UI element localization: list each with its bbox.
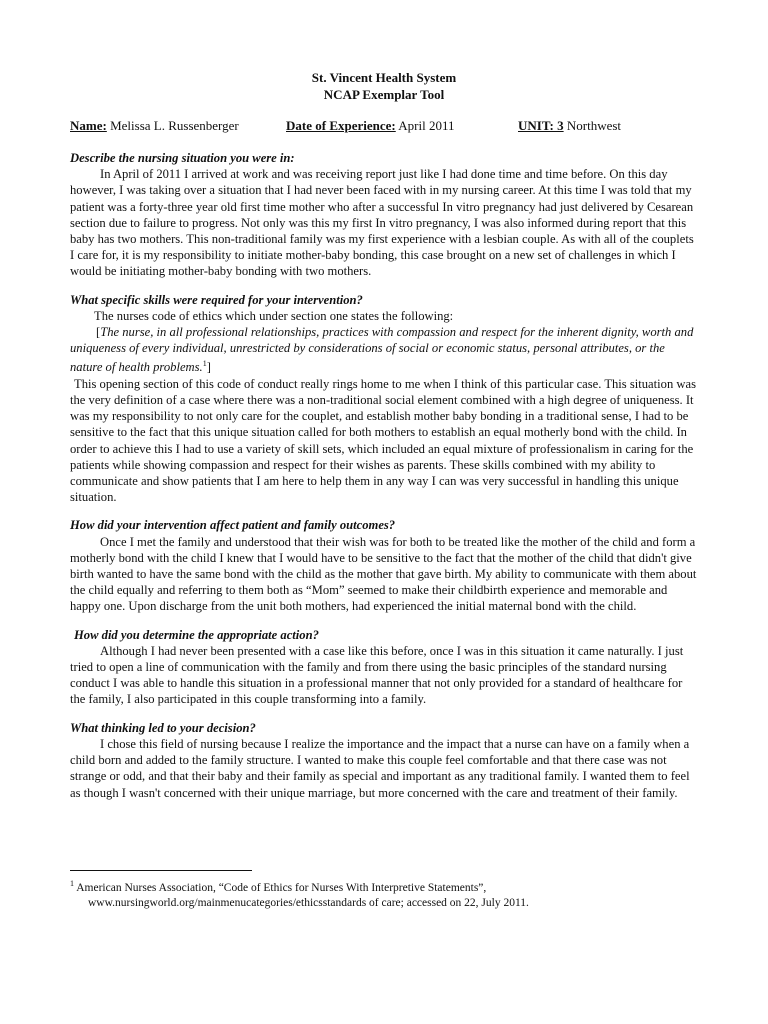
date-value: April 2011 — [398, 118, 455, 133]
name-field — [70, 118, 239, 133]
section-skills — [70, 292, 700, 506]
unit-label: UNIT: 3 — [518, 118, 564, 133]
org-title: St. Vincent Health System — [311, 70, 457, 85]
ethics-quote — [70, 324, 700, 376]
footnote-url: www.nursingworld.org/mainmenucategories/ethicsstandards of care; accessed on 22, July 2011. — [88, 896, 529, 909]
name-value: Melissa L. Russenberger — [110, 118, 239, 133]
section-text: I chose this field of nursing because I realize the importance and the impact that a nurse can have on a family when a child born and added to the family structure. I wanted to make this couple feel comfortable and that there case was not strange or odd, and that their baby and their family as special and important as any traditional family. I wanted them to feel as though I wasn't concerned with their unique marriage, but more concerned with the care and treatment of their family. — [70, 736, 690, 800]
section-text: Although I had never been presented with a case like this before, once I was in this situation it came naturally. I just tried to open a line of communication with the family and from there using the basic principles of the standard nursing conduct I was able to handle this situation in a professional manner that not only provided for a standard of healthcare for the family, I also participated in this couple transforming into a family. — [70, 643, 684, 707]
footnote-ref: 1 — [202, 359, 207, 369]
section-text: This opening section of this code of conduct really rings home to me when I think of this particular case. This situation was the very definition of a case where there was a non-traditional social element combined with a high degree of uniqueness. It was my responsibility to not only care for the couplet, and establish mother baby bonding in a traditional sense, I had to be sensitive to the fact that this unique situation called for both mothers to establish an equal motherly bond with the child. In order to achieve this I had to use a variety of skill sets, which included an equal mixture of professionalism in caring for the patients while showing compassion and respect for their wishes as parents. These skills combined with my ability to communicate and show patients that I am here to help them in any way I can was very successful in handling this unique situation. — [70, 376, 696, 505]
quote-close-bracket: ] — [206, 360, 211, 375]
footnote-citation: American Nurses Association, “Code of Ethics for Nurses With Interpretive Statements”, — [76, 881, 487, 894]
section-thinking — [70, 720, 700, 801]
section-heading: How did you determine the appropriate action? — [74, 627, 319, 642]
unit-value: Northwest — [566, 118, 622, 133]
document-body — [70, 150, 700, 801]
section-heading: What thinking led to your decision? — [70, 720, 256, 735]
section-text: In April of 2011 I arrived at work and was receiving report just like I had done time and time before. On this day however, I was taking over a situation that I had never been faced with in my nursing career. At this time I was told that my patient was a forty-three year old first time mother who after a successful In vitro pregnancy had just delivered by Cesarean section due to failure to progress. Not only was this my first In vitro pregnancy, I was also informed during report that this baby has two mothers. This non-traditional family was my first experience with a lesbian couple. As with all of the couplets I care for, it is my responsibility to initiate mother-baby bonding, this case brought on a new set of challenges in which I would be initiating mother-baby bonding with two mothers. — [70, 167, 694, 279]
footnote — [70, 876, 690, 911]
tool-title: NCAP Exemplar Tool — [323, 87, 445, 102]
section-heading: How did your intervention affect patient and family outcomes? — [70, 518, 396, 533]
date-field — [286, 118, 455, 134]
unit-field — [518, 118, 621, 134]
section-text: Once I met the family and understood that their wish was for both to be treated like the mother of the child and form a motherly bond with the child I knew that I would have to be sensitive to the fact that the mother of the child that didn't give birth wanted to have the same bond with the child as the mother that gave birth. My ability to communicate with them about the child equally and referring to them both as “Mom” seemed to make their childbirth experience and memorable and happy one. Upon discharge from the unit both mothers, had experienced the initial maternal bond with the child. — [70, 534, 697, 614]
section-situation — [70, 150, 700, 280]
section-outcomes — [70, 517, 700, 614]
quote-text: The nurse, in all professional relationships, practices with compassion and respect for the inherent dignity, worth and uniqueness of every individual, unrestricted by considerations of social or economic status, personal attributes, or the nature of health problems. — [70, 325, 694, 375]
quote-open-bracket: [ — [96, 325, 101, 340]
section-heading: Describe the nursing situation you were in: — [70, 151, 295, 165]
name-label: Name: — [70, 118, 107, 133]
section-action — [70, 627, 700, 708]
section-heading: What specific skills were required for your intervention? — [70, 292, 363, 307]
footnote-divider — [70, 870, 252, 871]
section-intro: The nurses code of ethics which under section one states the following: — [94, 308, 454, 323]
date-label: Date of Experience: — [286, 118, 396, 133]
meta-row — [70, 118, 710, 134]
footnote-number: 1 — [70, 879, 74, 888]
